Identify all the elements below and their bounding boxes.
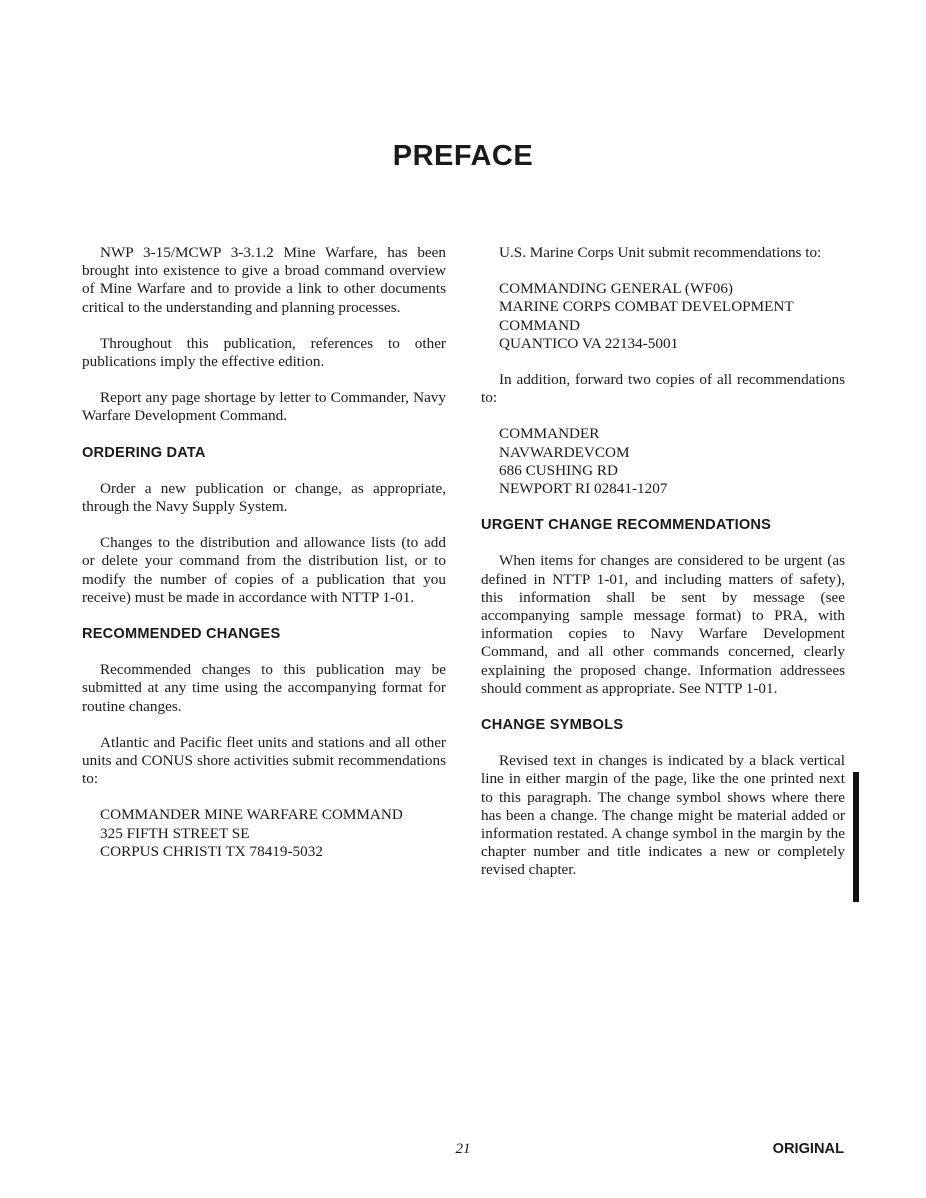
change-symbols-heading: CHANGE SYMBOLS xyxy=(481,717,624,734)
address-line: NAVWARDEVCOM xyxy=(499,443,630,461)
marine-corps-address xyxy=(499,280,845,353)
shortage-paragraph: Report any page shortage by letter to Commander, Navy Warfare Development Command. xyxy=(82,389,446,425)
distribution-paragraph: Changes to the distribution and allowance lists (to add or delete your command from the distribution list, or to modify the number of copies of a publication that you receive) must be made in accordance with NTTP 1-01. xyxy=(82,534,446,606)
mine-warfare-command-address xyxy=(100,806,446,861)
change-bar-symbol xyxy=(853,772,859,902)
urgent-change-heading: URGENT CHANGE RECOMMENDATIONS xyxy=(481,517,772,534)
left-column xyxy=(82,244,446,879)
ordering-paragraph: Order a new publication or change, as appropriate, through the Navy Supply System. xyxy=(82,479,446,516)
recommended-changes-heading: RECOMMENDED CHANGES xyxy=(82,626,281,643)
navwardevcom-address xyxy=(499,425,845,498)
address-line: CORPUS CHRISTI TX 78419-5032 xyxy=(100,842,323,860)
references-paragraph: Throughout this publication, references to other publications imply the effective edition. xyxy=(82,334,446,371)
original-label: ORIGINAL xyxy=(772,1141,844,1157)
urgent-change-paragraph: When items for changes are considered to be urgent (as defined in NTTP 1-01, and including matters of safety), this information shall be sent by message (see accompanying sample message format) to PRA, with information copies to Navy Warfare Development Command, and all other commands concerned, clearly explaining the proposed change. Information addressees should comment as appropriate. See NTTP 1-01. xyxy=(481,552,845,697)
forward-copies-paragraph: In addition, forward two copies of all recommendations to: xyxy=(481,371,845,407)
recommended-paragraph: Recommended changes to this publication may be submitted at any time using the accompanying format for routine changes. xyxy=(82,661,446,715)
address-line: COMMANDER MINE WARFARE COMMAND xyxy=(100,806,403,824)
change-symbols-paragraph: Revised text in changes is indicated by a black vertical line in either margin of the page, like the one printed next to this paragraph. The change symbol shows where there has been a change. The change might be material added or information restated. A change symbol in the margin by the chapter number and title indicates a new or completely revised chapter. xyxy=(481,752,845,879)
marine-corps-paragraph: U.S. Marine Corps Unit submit recommendations to: xyxy=(499,244,822,261)
right-column xyxy=(481,244,845,898)
page-title: PREFACE xyxy=(392,140,534,172)
address-line: MARINE CORPS COMBAT DEVELOPMENT xyxy=(499,298,794,316)
address-line: COMMANDER xyxy=(499,425,600,443)
address-line: 686 CUSHING RD xyxy=(499,461,618,479)
address-line: 325 FIFTH STREET SE xyxy=(100,824,250,842)
address-line: NEWPORT RI 02841-1207 xyxy=(499,480,668,498)
address-line: QUANTICO VA 22134-5001 xyxy=(499,334,679,352)
ordering-data-heading: ORDERING DATA xyxy=(82,444,206,461)
address-line: COMMANDING GENERAL (WF06) xyxy=(499,280,733,298)
page-number: 21 xyxy=(455,1141,471,1157)
fleet-units-paragraph: Atlantic and Pacific fleet units and stations and all other units and CONUS shore activities submit recommendations to: xyxy=(82,733,446,788)
address-line: COMMAND xyxy=(499,316,581,334)
intro-paragraph: NWP 3-15/MCWP 3-3.1.2 Mine Warfare, has been brought into existence to give a broad command overview of Mine Warfare and to provide a link to other documents critical to the understanding and planning processes. xyxy=(82,244,446,316)
